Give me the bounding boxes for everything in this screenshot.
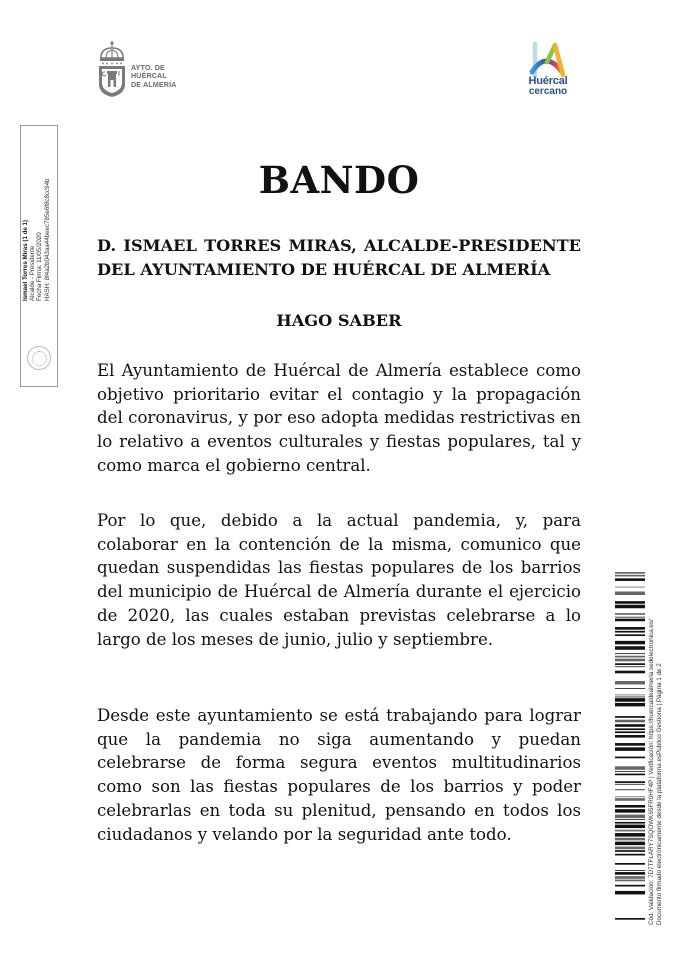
signer-name: Ismael Torres Miras (1 de 1): [22, 219, 29, 301]
barcode-bar: [615, 731, 645, 733]
brand-name-line: Huércal: [528, 75, 568, 87]
barcode-bar: [615, 656, 645, 658]
municipality-name-line: DE ALMERÍA: [131, 79, 177, 89]
barcode-bar: [615, 880, 645, 882]
barcode-bar: [615, 796, 645, 797]
signer-role: Alcalde - Presidente: [29, 245, 37, 301]
document-subtitle: HAGO SABER: [276, 311, 402, 330]
signature-date: Fecha Firma: 11/05/2020: [36, 232, 44, 301]
barcode-bar: [615, 815, 645, 819]
barcode-bar: [615, 757, 645, 759]
barcode-bar: [615, 697, 645, 698]
barcode-bar: [615, 720, 645, 723]
barcode-bar: [615, 747, 645, 751]
barcode-bar: [615, 592, 645, 596]
barcode-bar: [615, 798, 645, 801]
barcode-bar: [615, 587, 645, 588]
validation-code: Cód. Validación: 7D7TFLARY7SQOWK65FR0HF4P | Verificación: https://huercaldealmeria.sedelectronica.es/: [648, 619, 655, 925]
barcode-bar: [615, 671, 645, 674]
barcode-bar: [615, 631, 645, 633]
barcode-bar: [615, 694, 645, 695]
barcode-bar: [615, 872, 645, 875]
municipality-logo: [97, 40, 192, 100]
barcode-icon: [615, 572, 645, 926]
barcode-bar: [615, 781, 645, 783]
barcode-bar: [615, 666, 645, 667]
barcode-bar: [615, 771, 645, 772]
barcode-bar: [615, 863, 645, 865]
barcode-bar: [615, 842, 645, 846]
barcode-bar: [615, 578, 645, 581]
barcode-bar: [615, 613, 645, 615]
brand-name-line: cercano: [528, 86, 568, 97]
barcode-bar: [615, 854, 645, 856]
brand-logo: [522, 42, 574, 102]
barcode-bar: [615, 619, 645, 622]
barcode-bar: [615, 918, 645, 920]
barcode-bar: [615, 601, 645, 604]
body-paragraph: El Ayuntamiento de Huércal de Almería establece como objetivo prioritario evitar el contagio y la propagación del coronavirus, y por eso adopta medidas restrictivas en lo relativo a eventos culturales y fiestas populares, tal y como marca el gobierno central.: [97, 361, 581, 475]
brand-name: [522, 76, 574, 97]
addressee-line: D. ISMAEL TORRES MIRAS, ALCALDE-PRESIDENTE: [97, 236, 581, 255]
barcode-bar: [615, 833, 645, 837]
barcode-bar: [615, 617, 645, 618]
barcode-bar: [615, 766, 645, 770]
barcode-bar: [615, 870, 645, 871]
barcode-bar: [615, 784, 645, 785]
body-paragraph: Desde este ayuntamiento se está trabajando para lograr que la pandemia no siga aumentando y puedan celebrarse de forma segura eventos multitudinarios como son las fiestas populares de los barrios y poder celebrarlas en toda su plenitud, pensando en todos los ciudadanos y velando por la seguridad ante todo.: [97, 706, 581, 844]
municipality-name-line: HUÉRCAL: [131, 71, 167, 81]
official-seal-icon: [27, 346, 51, 370]
barcode-bar: [615, 716, 645, 718]
barcode-bar: [615, 724, 645, 727]
barcode-bar: [615, 703, 645, 707]
barcode-bar: [615, 830, 645, 832]
barcode-bar: [615, 646, 645, 650]
barcode-bar: [615, 641, 645, 645]
barcode-bar: [615, 627, 645, 630]
barcode-bar: [615, 735, 645, 738]
addressee-block: [97, 234, 581, 282]
barcode-bar: [615, 659, 645, 662]
barcode-bar: [615, 728, 645, 730]
barcode-bar: [615, 825, 645, 829]
barcode-bar: [615, 789, 645, 790]
barcode-bar: [615, 774, 645, 776]
body-paragraph: Por lo que, debido a la actual pandemia, y, para colaborar en la contención de la misma, comunico que quedan suspendidas las fiestas populares de los barrios del municipio de Huércal de Almería durante el ejercicio de 2020, las cuales estaban previstas celebrarse a lo largo de los meses de junio, julio y septiembre.: [97, 511, 581, 649]
barcode-bar: [615, 850, 645, 852]
barcode-bar: [615, 572, 645, 574]
barcode-bar: [615, 847, 645, 850]
validation-info: [648, 565, 663, 925]
barcode-bar: [615, 809, 645, 813]
barcode-bar: [615, 688, 645, 689]
barcode-bar: [615, 819, 645, 820]
barcode-bar: [615, 698, 645, 702]
barcode-bar: [615, 891, 645, 895]
signature-hash: HASH: 8f4a2b043aa44beec785e6f8c8cc94b: [43, 178, 51, 301]
addressee-line: DEL AYUNTAMIENTO DE HUÉRCAL DE ALMERÍA: [97, 260, 551, 279]
barcode-bar: [615, 634, 645, 636]
barcode-bar: [615, 822, 645, 824]
barcode-bar: [615, 876, 645, 879]
barcode-bar: [615, 605, 645, 609]
electronic-signature-note: Documento firmado electrónicamente desde la plataforma esPublico Gestiona | Página 1 de 2: [655, 663, 663, 925]
barcode-bar: [615, 838, 645, 841]
barcode-bar: [615, 653, 645, 654]
municipality-name-line: AYTO. DE: [131, 63, 165, 72]
barcode-bar: [615, 885, 645, 887]
barcode-bar: [615, 681, 645, 685]
municipality-name: [131, 64, 176, 89]
barcode-bar: [615, 663, 645, 665]
coat-of-arms-icon: [97, 40, 127, 98]
barcode-bar: [615, 743, 645, 746]
ha-rainbow-logo-icon: [526, 42, 568, 78]
document-title: BANDO: [258, 158, 420, 202]
barcode-bar: [615, 575, 645, 577]
barcode-bar: [615, 805, 645, 808]
